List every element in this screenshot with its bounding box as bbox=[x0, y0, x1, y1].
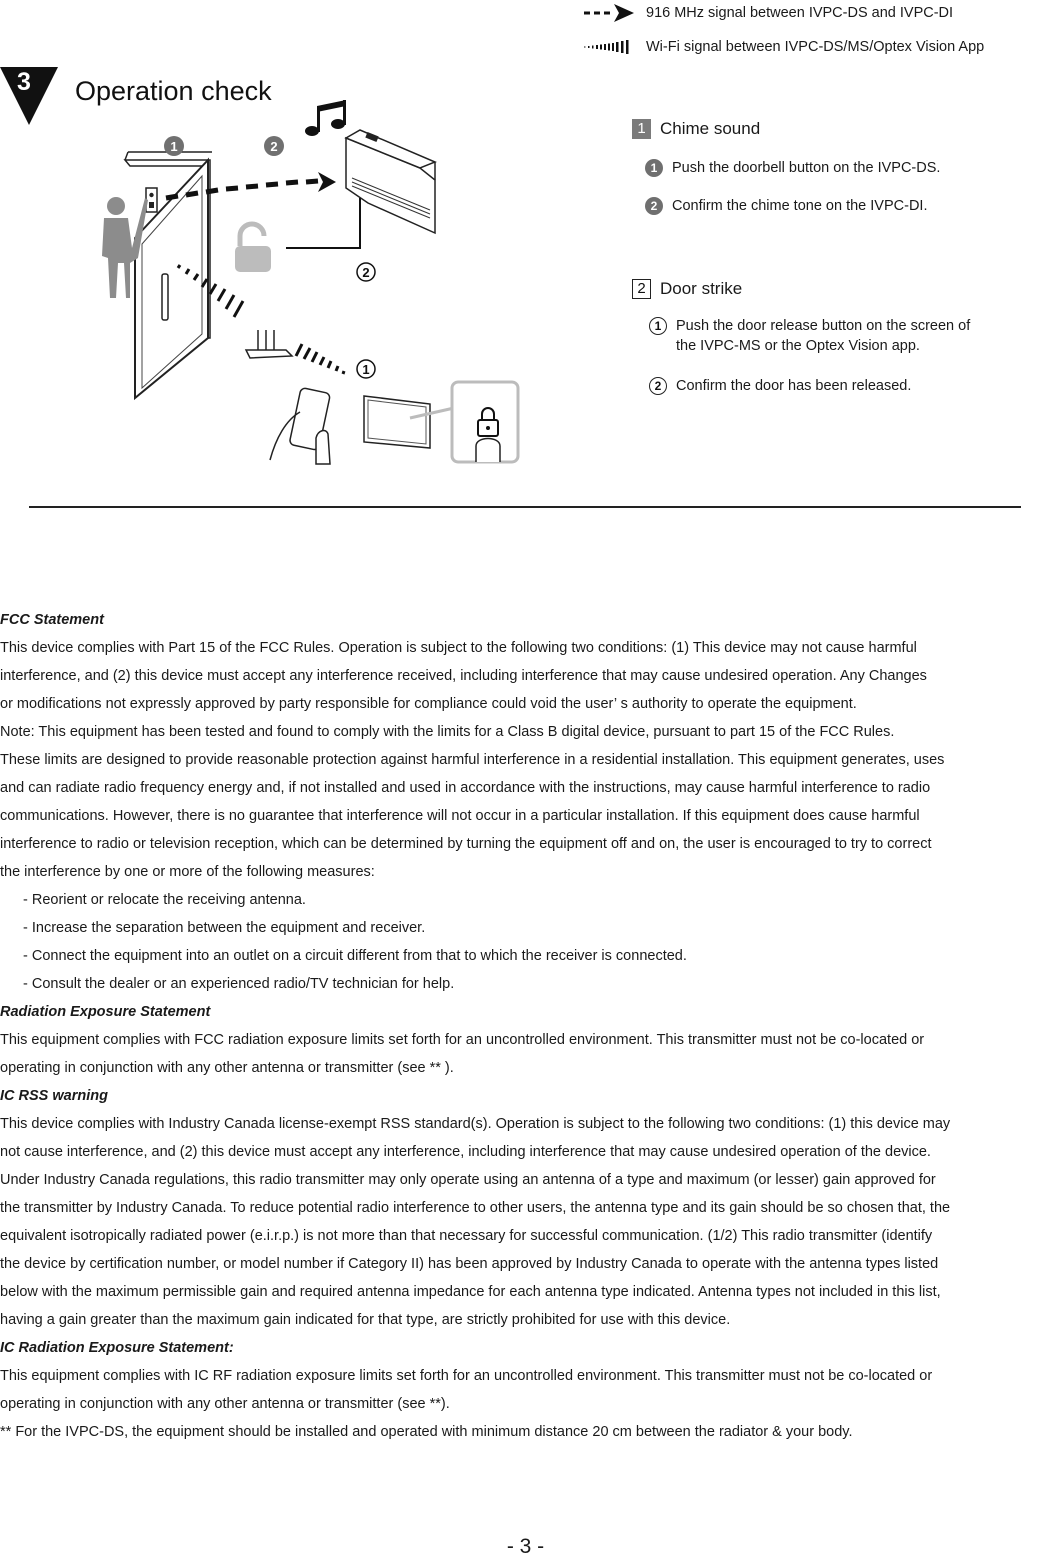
fcc-measure: - Consult the dealer or an experienced radio/TV technician for help. bbox=[23, 976, 455, 992]
chime-heading bbox=[632, 119, 760, 139]
legend-916mhz bbox=[584, 3, 953, 23]
fcc-line: and can radiate radio frequency energy and, if not installed and used in accordance with the instructions, may cause harmful interference to radio bbox=[0, 780, 931, 796]
chime-number: 1 bbox=[632, 119, 651, 139]
fcc-line: communications. However, there is no guarantee that interference will not occur in a particular installation. If this equipment does cause harmful bbox=[0, 808, 920, 824]
door-strike-step-2-number: 2 bbox=[649, 377, 667, 395]
legend-wifi-label: Wi-Fi signal between IVPC-DS/MS/Optex Vision App bbox=[646, 39, 985, 55]
ic-radiation-heading: IC Radiation Exposure Statement: bbox=[0, 1340, 234, 1356]
section-number-badge bbox=[0, 62, 60, 126]
ic-rss-line: Under Industry Canada regulations, this radio transmitter may only operate using an antenna of a type and maximum (or lesser) gain approved for bbox=[0, 1172, 936, 1188]
ic-rss-line: the device by certification number, or model number if Category II) has been approved by Industry Canada to operate with the antenna types listed bbox=[0, 1256, 939, 1272]
smartphone-icon bbox=[270, 387, 330, 464]
fcc-line: interference, and (2) this device must accept any interference received, including interference that may cause undesired operation. Any Changes bbox=[0, 668, 927, 684]
fcc-line: interference to radio or television reception, which can be determined by turning the equipment off and on, the user is encouraged to try to correct bbox=[0, 836, 932, 852]
radiation-heading: Radiation Exposure Statement bbox=[0, 1004, 211, 1020]
wifi-signal-icon bbox=[584, 37, 636, 57]
monitor-icon bbox=[364, 396, 454, 448]
door-strike-heading bbox=[632, 279, 742, 299]
wifi-beam-lower bbox=[296, 344, 344, 374]
ic-rss-line: the transmitter by Industry Canada. To reduce potential radio interference to other users, the antenna type and its gain should be so chosen that, the bbox=[0, 1200, 951, 1216]
fcc-measure: - Connect the equipment into an outlet on a circuit different from that to which the receiver is connected. bbox=[23, 948, 687, 964]
ic-rss-line: below with the maximum permissible gain and required antenna impedance for each antenna type indicated. Antenna types not included in this list, bbox=[0, 1284, 941, 1300]
chime-step-1-text: Push the doorbell button on the IVPC-DS. bbox=[672, 160, 941, 176]
regulatory-text bbox=[0, 606, 1051, 1446]
router-icon bbox=[246, 330, 292, 358]
fcc-line: Note: This equipment has been tested and found to comply with the limits for a Class B digital device, pursuant to part 15 of the FCC Rules. bbox=[0, 724, 895, 740]
page-number: - 3 - bbox=[506, 1535, 545, 1558]
chime-step-1-number: 1 bbox=[645, 159, 663, 177]
radiation-line: This equipment complies with FCC radiation exposure limits set forth for an uncontrolled environment. This transmitter must not be co-located or bbox=[0, 1032, 925, 1048]
ic-rss-heading: IC RSS warning bbox=[0, 1088, 108, 1104]
ic-rss-line: having a gain greater than the maximum gain indicated for that type, are strictly prohibited for use with this device. bbox=[0, 1312, 731, 1328]
section-title: Operation check bbox=[75, 76, 272, 106]
marker-top-1-label: 1 bbox=[170, 139, 178, 154]
marker-1-label: 1 bbox=[362, 362, 370, 377]
section-divider bbox=[29, 506, 1021, 508]
ic-radiation-line: This equipment complies with IC RF radiation exposure limits set forth for an uncontrolled environment. This transmitter must not be co-located or bbox=[0, 1368, 933, 1384]
door-strike-step-1 bbox=[649, 316, 970, 356]
fcc-line: This device complies with Part 15 of the FCC Rules. Operation is subject to the following two conditions: (1) This device may not cause harmful bbox=[0, 640, 917, 656]
door-strike-step-1-line-2: the IVPC-MS or the Optex Vision app. bbox=[676, 338, 920, 354]
marker-top-2-label: 2 bbox=[270, 139, 278, 154]
operation-illustration bbox=[90, 98, 530, 468]
radiation-line: operating in conjunction with any other antenna or transmitter (see ** ). bbox=[0, 1060, 454, 1076]
chime-step-1 bbox=[645, 158, 940, 178]
ic-rss-line: not cause interference, and (2) this device must accept any interference, including interference that may cause undesired operation of the device. bbox=[0, 1144, 931, 1160]
lock-screen-callout bbox=[452, 382, 518, 462]
ic-radiation-line: ** For the IVPC-DS, the equipment should be installed and operated with minimum distance 20 cm between the radiator & your body. bbox=[0, 1424, 853, 1440]
fcc-measure: - Reorient or relocate the receiving antenna. bbox=[23, 892, 306, 908]
music-note-icon bbox=[305, 100, 346, 136]
door-strike-title: Door strike bbox=[660, 279, 743, 298]
door-strike-step-2 bbox=[649, 376, 911, 396]
fcc-heading: FCC Statement bbox=[0, 612, 104, 628]
ic-radiation-line: operating in conjunction with any other antenna or transmitter (see **). bbox=[0, 1396, 450, 1412]
legend-916mhz-label: 916 MHz signal between IVPC-DS and IVPC-DI bbox=[646, 5, 954, 21]
door-strike-step-1-number: 1 bbox=[649, 317, 667, 335]
chime-step-2-text: Confirm the chime tone on the IVPC-DI. bbox=[672, 198, 928, 214]
door-strike-step-2-text: Confirm the door has been released. bbox=[676, 378, 912, 394]
section-number: 3 bbox=[17, 68, 31, 96]
fcc-measure: - Increase the separation between the equipment and receiver. bbox=[23, 920, 426, 936]
chime-step-2-number: 2 bbox=[645, 197, 663, 215]
fcc-line: These limits are designed to provide reasonable protection against harmful interference in a residential installation. This equipment generates, uses bbox=[0, 752, 945, 768]
dashed-arrow-icon bbox=[584, 3, 636, 23]
fcc-line: the interference by one or more of the following measures: bbox=[0, 864, 375, 880]
unlock-icon bbox=[235, 224, 271, 272]
door-strike-step-1-line-1: Push the door release button on the screen of bbox=[676, 318, 971, 334]
fcc-line: or modifications not expressly approved by party responsible for compliance could void the user’ s authority to operate the equipment. bbox=[0, 696, 857, 712]
marker-2-label: 2 bbox=[362, 265, 370, 280]
ic-rss-line: equivalent isotropically radiated power (e.i.r.p.) is not more than that necessary for successful communication. (1/2) This radio transmitter (identify bbox=[0, 1228, 933, 1244]
door-strike-number: 2 bbox=[632, 279, 651, 299]
legend-wifi bbox=[584, 37, 984, 57]
ic-rss-line: This device complies with Industry Canada license-exempt RSS standard(s). Operation is subject to the following two conditions: (1) this device may bbox=[0, 1116, 951, 1132]
chime-title: Chime sound bbox=[660, 119, 761, 138]
chime-step-2 bbox=[645, 196, 927, 216]
